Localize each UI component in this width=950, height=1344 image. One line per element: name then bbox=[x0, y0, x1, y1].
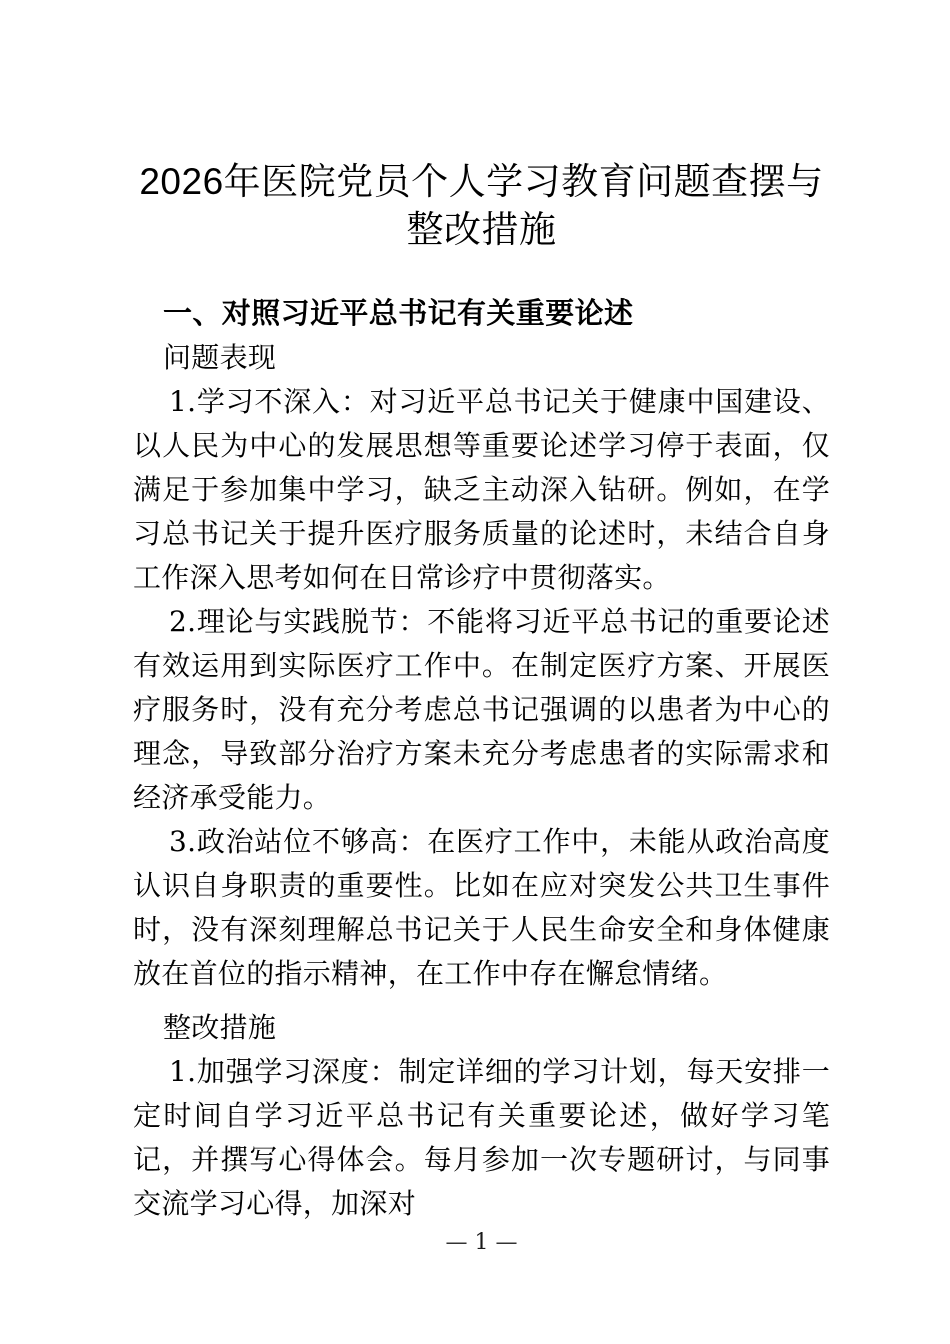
footer-dash-left-icon: — bbox=[445, 1230, 468, 1255]
problem-item-2: 2.理论与实践脱节：不能将习近平总书记的重要论述有效运用到实际医疗工作中。在制定医疗方案、开展医疗服务时，没有充分考虑总书记强调的以患者为中心的理念，导致部分治疗方案未充分考虑患者的实际需求和经济承受能力。 bbox=[133, 605, 830, 814]
problem-item-1: 1.学习不深入：对习近平总书记关于健康中国建设、以人民为中心的发展思想等重要论述学习停于表面，仅满足于参加集中学习，缺乏主动深入钻研。例如，在学习总书记关于提升医疗服务质量的论述时，未结合自身工作深入思考如何在日常诊疗中贯彻落实。 bbox=[133, 385, 830, 594]
page-title: 2026年医院党员个人学习教育问题查摆与整改措施 bbox=[139, 161, 824, 250]
footer-dash-right-icon: — bbox=[495, 1230, 518, 1255]
subheading-measures: 整改措施 bbox=[163, 1011, 277, 1044]
page-number: 1 bbox=[474, 1230, 489, 1255]
subheading-problems: 问题表现 bbox=[163, 341, 277, 374]
measure-item-1: 1.加强学习深度：制定详细的学习计划，每天安排一定时间自学习近平总书记有关重要论述，做好学习笔记，并撰写心得体会。每月参加一次专题研讨，与同事交流学习心得，加深对 bbox=[133, 1055, 830, 1220]
section-heading-one: 一、对照习近平总书记有关重要论述 bbox=[163, 298, 634, 330]
page-footer bbox=[133, 1228, 830, 1258]
problem-item-3: 3.政治站位不够高：在医疗工作中，未能从政治高度认识自身职责的重要性。比如在应对突发公共卫生事件时，没有深刻理解总书记关于人民生命安全和身体健康放在首位的指示精神，在工作中存在懈怠情绪。 bbox=[133, 825, 830, 990]
document-content bbox=[133, 0, 830, 1226]
